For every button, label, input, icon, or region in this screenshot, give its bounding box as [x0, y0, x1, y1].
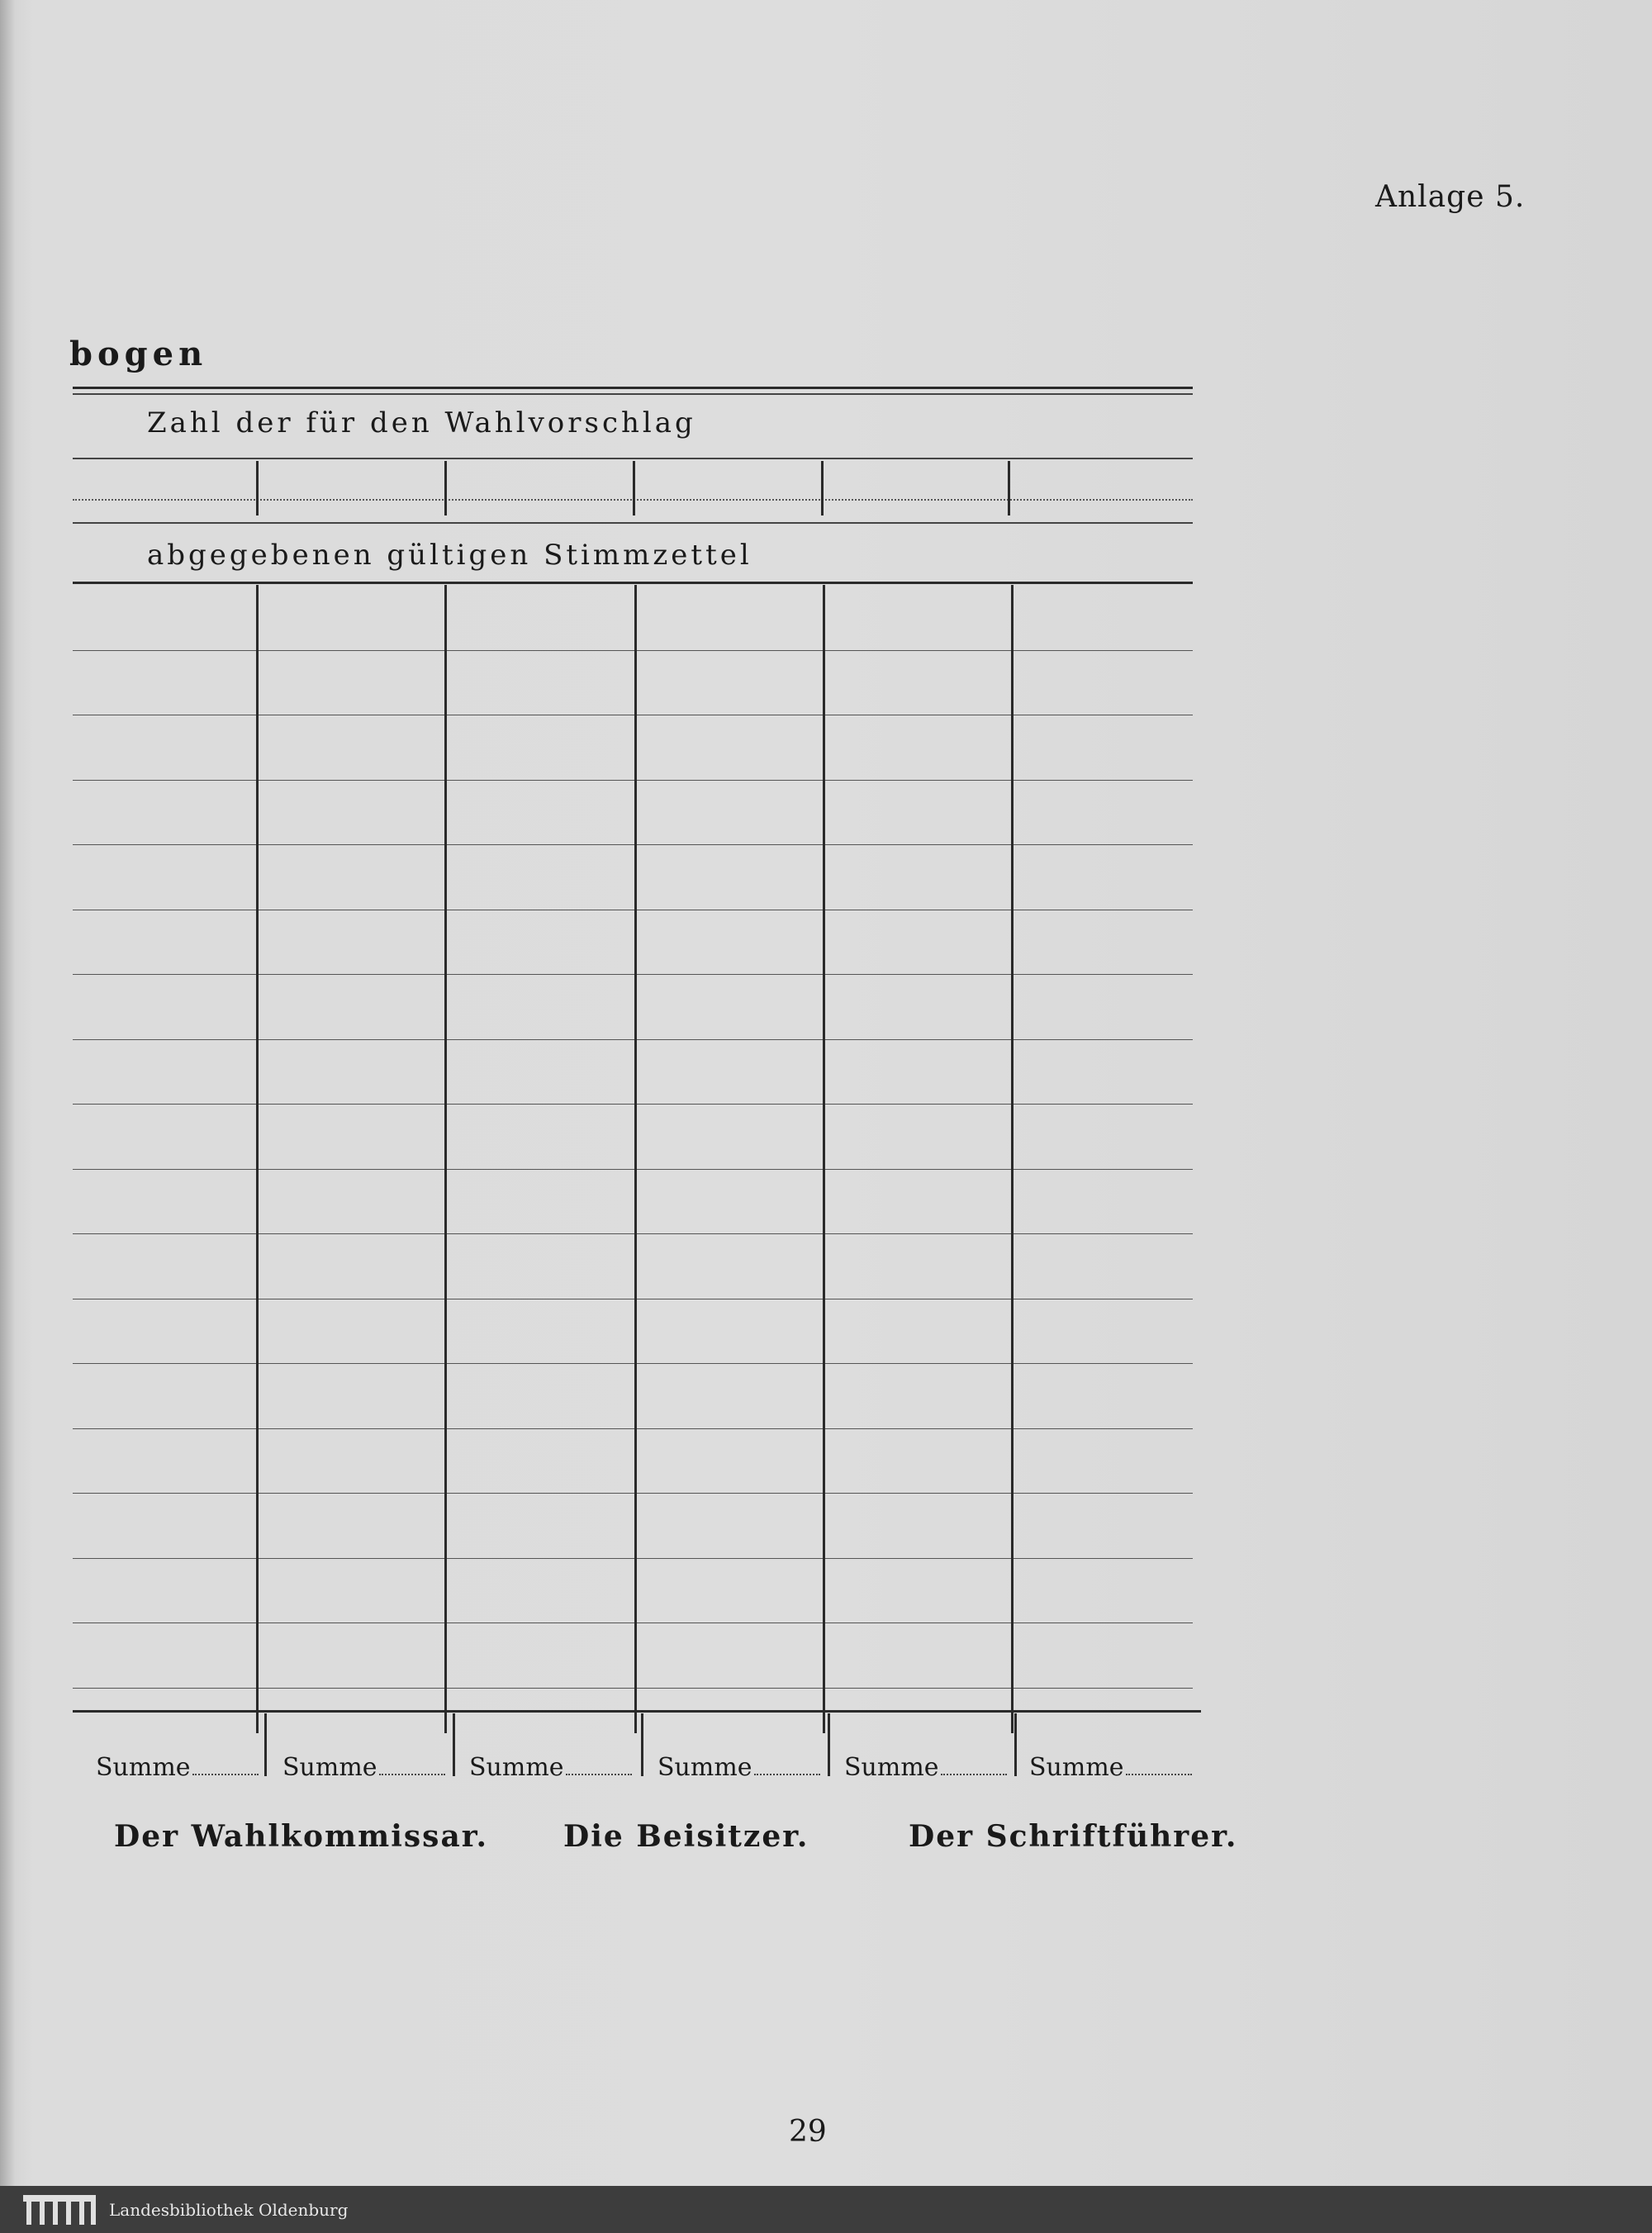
table-bottom-rule: [73, 1710, 1201, 1713]
library-name: Landesbibliothek Oldenburg: [109, 2199, 349, 2220]
header-col-sep-3: [633, 461, 635, 515]
table-row: [73, 1169, 1193, 1170]
table-row: [73, 1493, 1193, 1494]
table-top-rule: [73, 387, 1193, 389]
table-row: [73, 650, 1193, 651]
body-col-sep-3: [634, 585, 637, 1733]
signature-commissioner: Der Wahlkommissar.: [114, 1819, 488, 1854]
page-number: 29: [789, 2115, 827, 2149]
table-row: [73, 974, 1193, 975]
sum-col-sep-2: [453, 1713, 455, 1776]
sum-col-sep-4: [828, 1713, 830, 1776]
sum-col-sep-1: [264, 1713, 267, 1776]
annex-label: Anlage 5.: [1375, 180, 1526, 214]
body-col-sep-1: [256, 585, 259, 1733]
table-row: [73, 780, 1193, 781]
sum-col-sep-5: [1014, 1713, 1017, 1776]
table-row: [73, 1688, 1193, 1689]
sum-cell-4: Summe: [657, 1753, 820, 1782]
header-col-sep-5: [1008, 461, 1010, 515]
table-row: [73, 1622, 1193, 1623]
digitization-footer: [0, 2186, 1652, 2233]
sum-cell-6: Summe: [1029, 1753, 1192, 1782]
library-building-icon: [23, 2192, 97, 2228]
header-bottom-rule: [73, 582, 1193, 584]
table-row: [73, 1104, 1193, 1105]
header-col-sep-4: [821, 461, 824, 515]
sum-col-sep-3: [641, 1713, 643, 1776]
table-row: [73, 1363, 1193, 1364]
table-row: [73, 1558, 1193, 1559]
body-col-sep-4: [823, 585, 825, 1733]
sum-cell-3: Summe: [469, 1753, 632, 1782]
signature-assessors: Die Beisitzer.: [563, 1819, 809, 1854]
sum-cell-1: Summe: [96, 1753, 259, 1782]
table-row: [73, 844, 1193, 845]
body-col-sep-2: [444, 585, 447, 1733]
signature-secretary: Der Schriftführer.: [909, 1819, 1238, 1854]
header-rule-2: [73, 522, 1193, 524]
fragment-title: bogen: [69, 335, 208, 373]
sum-cell-5: Summe: [844, 1753, 1007, 1782]
header-col-sep-2: [444, 461, 447, 515]
table-header-line-2: abgegebenen gültigen Stimmzettel: [147, 539, 752, 572]
table-row: [73, 1233, 1193, 1234]
header-col-sep-1: [256, 461, 259, 515]
table-row: [73, 1428, 1193, 1429]
body-col-sep-5: [1011, 585, 1014, 1733]
sum-cell-2: Summe: [282, 1753, 445, 1782]
table-row: [73, 1039, 1193, 1040]
table-top-rule-2: [73, 393, 1193, 395]
table-header-line-1: Zahl der für den Wahlvorschlag: [147, 406, 696, 439]
header-rule-1: [73, 458, 1193, 459]
page-binding-shadow: [0, 0, 15, 2233]
